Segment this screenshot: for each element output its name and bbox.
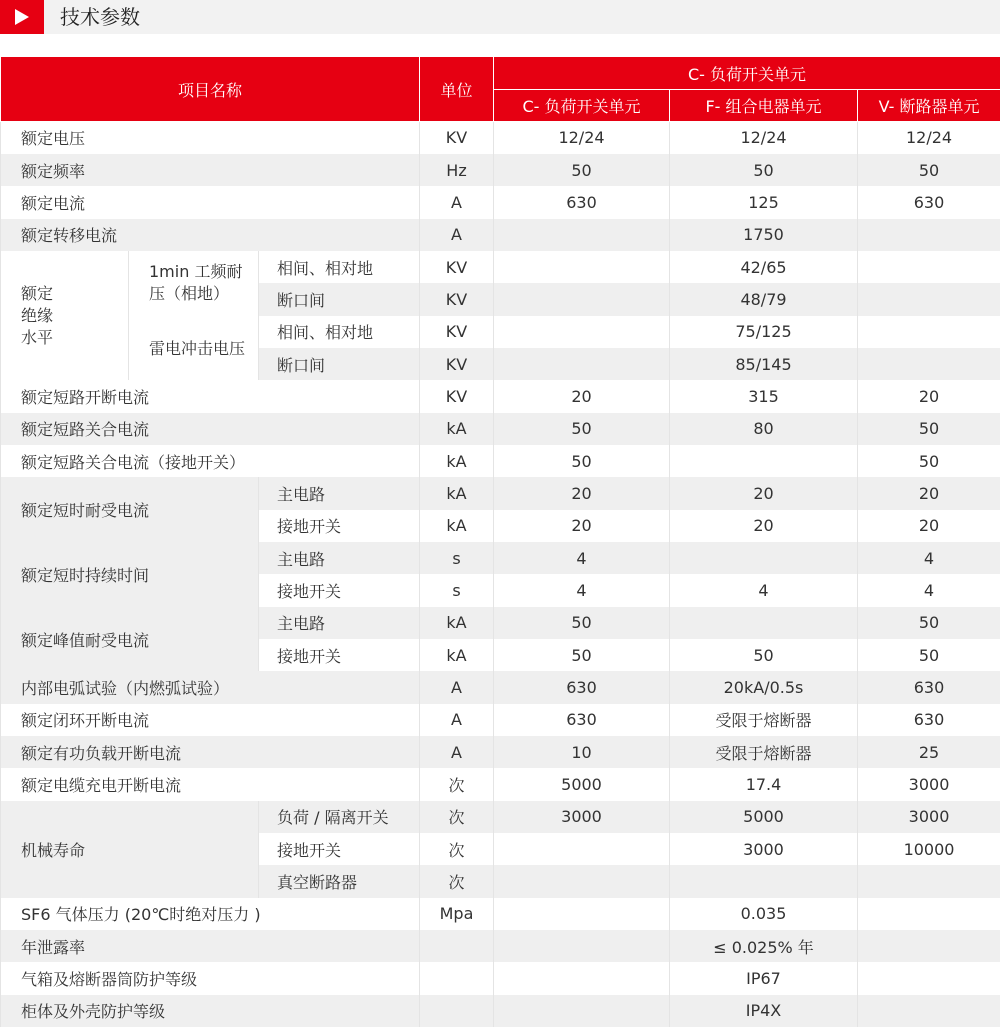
value-c [494, 348, 670, 380]
value-f: 85/145 [670, 348, 858, 380]
insulation-group-text: 额定绝缘水平 [21, 283, 54, 347]
header-col-c: C- 负荷开关单元 [494, 90, 670, 122]
table-row [1, 251, 1000, 283]
value-v: 50 [858, 607, 1000, 639]
unit-cell: KV [420, 283, 494, 315]
row-label: SF6 气体压力 (20℃时绝对压力 ) [1, 898, 420, 930]
table-row [1, 962, 1000, 994]
sub-label: 断口间 [259, 348, 420, 380]
unit-cell: 次 [420, 768, 494, 800]
unit-cell: kA [420, 477, 494, 509]
value-c: 50 [494, 413, 670, 445]
value-f: IP4X [670, 995, 858, 1027]
table-row [1, 316, 1000, 348]
value-c [494, 995, 670, 1027]
sub-label: 真空断路器 [259, 865, 420, 897]
table-row [1, 995, 1000, 1027]
header-col-f: F- 组合电器单元 [670, 90, 858, 122]
value-v: 50 [858, 413, 1000, 445]
table-row [1, 445, 1000, 477]
value-v: 25 [858, 736, 1000, 768]
play-triangle-icon [0, 0, 44, 34]
sub-label: 主电路 [259, 542, 420, 574]
row-label: 年泄露率 [1, 930, 420, 962]
value-f: 3000 [670, 833, 858, 865]
table-row [1, 542, 1000, 574]
value-c [494, 962, 670, 994]
unit-cell: KV [420, 380, 494, 412]
table-row [1, 219, 1000, 251]
value-f: 20 [670, 477, 858, 509]
unit-cell: A [420, 736, 494, 768]
insulation-group-label [1, 251, 129, 380]
group-label: 额定短时持续时间 [1, 542, 259, 607]
unit-cell: kA [420, 445, 494, 477]
value-v: 4 [858, 542, 1000, 574]
sub-label: 接地开关 [259, 510, 420, 542]
sub-label: 接地开关 [259, 833, 420, 865]
sub-label: 负荷 / 隔离开关 [259, 801, 420, 833]
unit-cell: A [420, 704, 494, 736]
value-f: 315 [670, 380, 858, 412]
unit-cell: s [420, 574, 494, 606]
value-f [670, 542, 858, 574]
value-c: 20 [494, 477, 670, 509]
table-row [1, 898, 1000, 930]
unit-cell: 次 [420, 865, 494, 897]
sub-label: 断口间 [259, 283, 420, 315]
value-c [494, 316, 670, 348]
value-c: 20 [494, 380, 670, 412]
unit-cell: A [420, 671, 494, 703]
unit-cell: kA [420, 510, 494, 542]
unit-cell: Hz [420, 154, 494, 186]
value-c [494, 865, 670, 897]
value-c [494, 930, 670, 962]
table-row [1, 607, 1000, 639]
value-c: 3000 [494, 801, 670, 833]
group-label: 额定短时耐受电流 [1, 477, 259, 542]
row-label: 柜体及外壳防护等级 [1, 995, 420, 1027]
table-row [1, 930, 1000, 962]
unit-cell: kA [420, 639, 494, 671]
value-f: 80 [670, 413, 858, 445]
value-v: 630 [858, 704, 1000, 736]
value-c [494, 898, 670, 930]
value-f [670, 445, 858, 477]
value-c [494, 251, 670, 283]
unit-cell: KV [420, 348, 494, 380]
value-v: 630 [858, 671, 1000, 703]
value-v: 20 [858, 380, 1000, 412]
row-label: 额定短路开断电流 [1, 380, 420, 412]
header-group: C- 负荷开关单元 [494, 57, 1000, 90]
unit-cell: KV [420, 122, 494, 154]
row-label: 额定短路关合电流（接地开关） [1, 445, 420, 477]
value-f: 50 [670, 154, 858, 186]
value-c [494, 219, 670, 251]
value-f: 20kA/0.5s [670, 671, 858, 703]
value-v [858, 219, 1000, 251]
header-item-name: 项目名称 [1, 57, 420, 122]
table-row [1, 154, 1000, 186]
value-c: 50 [494, 154, 670, 186]
value-c [494, 833, 670, 865]
value-c [494, 283, 670, 315]
unit-cell [420, 962, 494, 994]
table-row [1, 768, 1000, 800]
row-label: 额定电流 [1, 186, 420, 218]
value-v: 50 [858, 154, 1000, 186]
spec-table [0, 56, 1000, 1027]
value-c: 50 [494, 445, 670, 477]
value-f: 50 [670, 639, 858, 671]
unit-cell: KV [420, 251, 494, 283]
value-f: 42/65 [670, 251, 858, 283]
table-row [1, 736, 1000, 768]
value-f [670, 607, 858, 639]
table-row [1, 671, 1000, 703]
header-unit: 单位 [420, 57, 494, 122]
value-c: 630 [494, 671, 670, 703]
value-f: 0.035 [670, 898, 858, 930]
group-label: 机械寿命 [1, 801, 259, 898]
value-f: 5000 [670, 801, 858, 833]
value-f: 75/125 [670, 316, 858, 348]
value-f: ≤ 0.025% 年 [670, 930, 858, 962]
sub-label: 主电路 [259, 607, 420, 639]
value-f: 125 [670, 186, 858, 218]
unit-cell: A [420, 186, 494, 218]
value-v [858, 962, 1000, 994]
unit-cell: 次 [420, 833, 494, 865]
value-v [858, 283, 1000, 315]
row-label: 额定转移电流 [1, 219, 420, 251]
row-label: 额定电缆充电开断电流 [1, 768, 420, 800]
header-col-v: V- 断路器单元 [858, 90, 1000, 122]
value-v: 50 [858, 445, 1000, 477]
section-title: 技术参数 [60, 5, 140, 29]
value-f [670, 865, 858, 897]
insulation-subgroup-1: 1min 工频耐压（相地） [129, 251, 259, 316]
value-c: 4 [494, 574, 670, 606]
value-v [858, 865, 1000, 897]
row-label: 额定电压 [1, 122, 420, 154]
row-label: 额定有功负载开断电流 [1, 736, 420, 768]
unit-cell [420, 930, 494, 962]
value-v: 50 [858, 639, 1000, 671]
value-f: 20 [670, 510, 858, 542]
table-row [1, 186, 1000, 218]
value-v [858, 251, 1000, 283]
value-c: 630 [494, 186, 670, 218]
row-label: 内部电弧试验（内燃弧试验） [1, 671, 420, 703]
sub-label: 相间、相对地 [259, 251, 420, 283]
table-row [1, 704, 1000, 736]
unit-cell: kA [420, 413, 494, 445]
value-f: IP67 [670, 962, 858, 994]
sub-label: 接地开关 [259, 574, 420, 606]
sub-label: 接地开关 [259, 639, 420, 671]
unit-cell: kA [420, 607, 494, 639]
row-label: 气箱及熔断器筒防护等级 [1, 962, 420, 994]
value-c: 4 [494, 542, 670, 574]
sub-label: 主电路 [259, 477, 420, 509]
value-c: 5000 [494, 768, 670, 800]
row-label: 额定短路关合电流 [1, 413, 420, 445]
table-row [1, 122, 1000, 154]
value-c: 50 [494, 639, 670, 671]
value-f: 受限于熔断器 [670, 704, 858, 736]
value-v: 20 [858, 510, 1000, 542]
group-label: 额定峰值耐受电流 [1, 607, 259, 672]
value-v [858, 348, 1000, 380]
unit-cell: Mpa [420, 898, 494, 930]
value-v: 4 [858, 574, 1000, 606]
value-c: 50 [494, 607, 670, 639]
value-v [858, 898, 1000, 930]
value-v: 3000 [858, 801, 1000, 833]
value-c: 12/24 [494, 122, 670, 154]
value-c: 10 [494, 736, 670, 768]
unit-cell: A [420, 219, 494, 251]
table-row [1, 380, 1000, 412]
value-f: 48/79 [670, 283, 858, 315]
row-label: 额定频率 [1, 154, 420, 186]
table-row [1, 801, 1000, 833]
value-v: 630 [858, 186, 1000, 218]
section-header [0, 0, 1000, 34]
value-v: 3000 [858, 768, 1000, 800]
value-f: 受限于熔断器 [670, 736, 858, 768]
row-label: 额定闭环开断电流 [1, 704, 420, 736]
value-c: 20 [494, 510, 670, 542]
value-v [858, 995, 1000, 1027]
sub-label: 相间、相对地 [259, 316, 420, 348]
value-v [858, 930, 1000, 962]
unit-cell: KV [420, 316, 494, 348]
table-row [1, 413, 1000, 445]
value-v: 10000 [858, 833, 1000, 865]
unit-cell: s [420, 542, 494, 574]
value-f: 1750 [670, 219, 858, 251]
value-v: 20 [858, 477, 1000, 509]
value-f: 17.4 [670, 768, 858, 800]
unit-cell: 次 [420, 801, 494, 833]
table-row [1, 477, 1000, 509]
unit-cell [420, 995, 494, 1027]
value-c: 630 [494, 704, 670, 736]
insulation-subgroup-2: 雷电冲击电压 [129, 316, 259, 381]
value-v [858, 316, 1000, 348]
value-v: 12/24 [858, 122, 1000, 154]
value-f: 4 [670, 574, 858, 606]
value-f: 12/24 [670, 122, 858, 154]
